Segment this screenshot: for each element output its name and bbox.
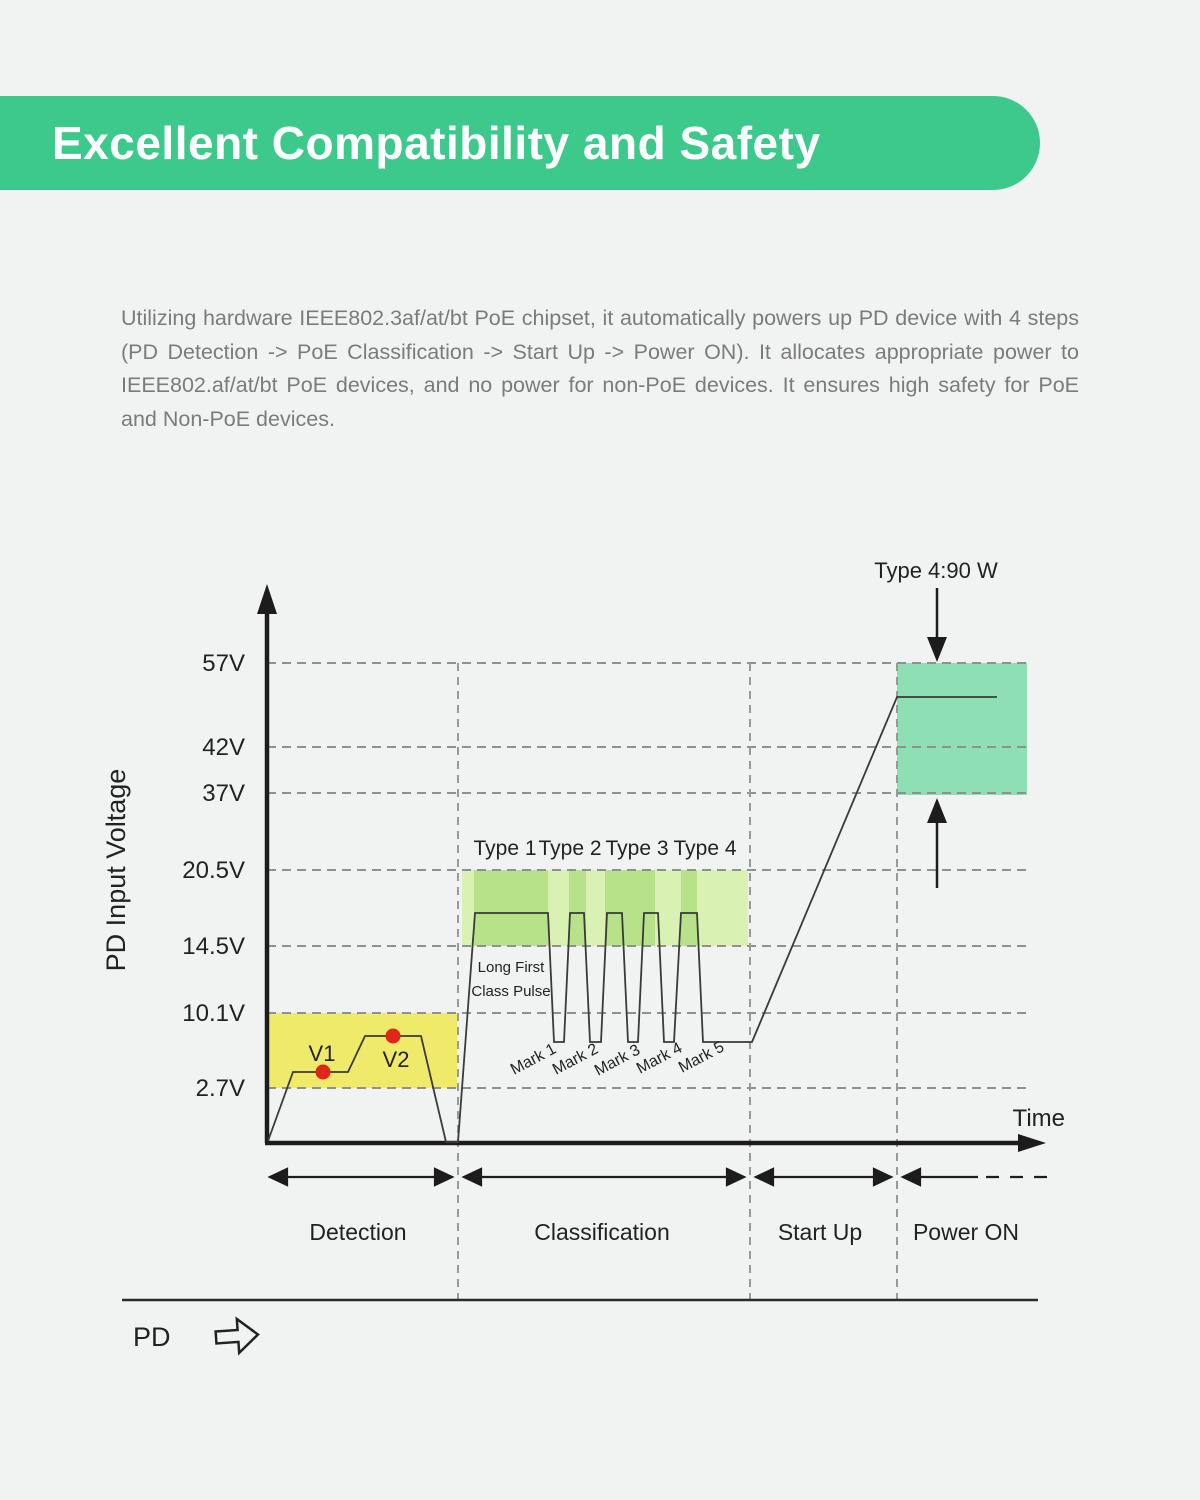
v1-marker-dot [316,1065,331,1080]
phase-classification-label: Classification [534,1219,670,1245]
pd-device-label: PD [133,1322,171,1352]
startup-right-arrowhead-icon [874,1169,891,1185]
classification-type3-column [605,870,655,946]
classification-left-arrowhead-icon [464,1169,481,1185]
phase-labels [309,1219,1019,1245]
tick-37v: 37V [202,780,245,807]
type2-label: Type 2 [538,837,602,860]
phase-startup-label: Start Up [777,1219,863,1245]
type1-label: Type 1 [473,837,537,860]
first-pulse-note-line1: Long First [477,959,545,976]
section-title: Excellent Compatibility and Safety [52,117,821,169]
detection-region-fill [267,1013,457,1088]
first-pulse-note-line2: Class Pulse [471,983,551,1000]
classification-type1-column [474,870,548,946]
tick-42v: 42V [202,734,245,761]
y-tick-labels [182,650,245,1102]
mark3-label: Mark 3 [591,1041,644,1080]
mark4-label: Mark 4 [633,1039,686,1078]
classification-type-labels [473,837,736,860]
phase-detection-label: Detection [309,1219,407,1245]
detection-left-arrowhead-icon [270,1169,287,1185]
tick-14-5v: 14.5V [182,933,245,960]
type4-power-annotation: Type 4:90 W [874,558,998,583]
annotation-up-arrowhead-icon [927,798,947,823]
detection-right-arrowhead-icon [435,1169,452,1185]
mark-labels [508,1039,727,1080]
poe-sequence-chart [0,540,1200,1500]
y-axis-arrowhead-icon [257,584,277,614]
phase-poweron-label: Power ON [912,1219,1020,1245]
power-on-region-fill [897,663,1027,795]
tick-20-5v: 20.5V [182,857,245,884]
type4-label: Type 4 [673,837,737,860]
annotation-down-arrowhead-icon [927,637,947,662]
intro-paragraph: Utilizing hardware IEEE802.3af/at/bt PoE chipset, it automatically powers up PD device with 4 steps (PD Detection -> PoE Classification -> Start Up -> Power ON). It allocates appropriate power to IEEE802.af/at/bt PoE devices, and no power for non-PoE devices. It ensures high safety for PoE and Non-PoE devices. [121,306,1079,431]
section-title-banner [0,96,1040,190]
phase-interval-arrows [270,1169,1052,1185]
y-axis-title: PD Input Voltage [101,768,131,972]
classification-right-arrowhead-icon [727,1169,744,1185]
classification-type4-column [681,870,697,946]
type3-label: Type 3 [605,837,669,860]
mark5-label: Mark 5 [675,1038,728,1077]
right-block-arrow-icon [215,1318,259,1355]
v1-label: V1 [308,1041,336,1066]
mark1-label: Mark 1 [507,1040,560,1079]
tick-2-7v: 2.7V [195,1075,245,1102]
v2-label: V2 [382,1047,410,1072]
v2-marker-dot [386,1029,401,1044]
x-axis-arrowhead-icon [1018,1134,1046,1152]
startup-left-arrowhead-icon [756,1169,773,1185]
tick-57v: 57V [202,650,245,677]
x-axis-title: Time [1012,1105,1065,1132]
mark2-label: Mark 2 [549,1040,602,1079]
tick-10-1v: 10.1V [182,1000,245,1027]
classification-type2-column [569,870,586,946]
